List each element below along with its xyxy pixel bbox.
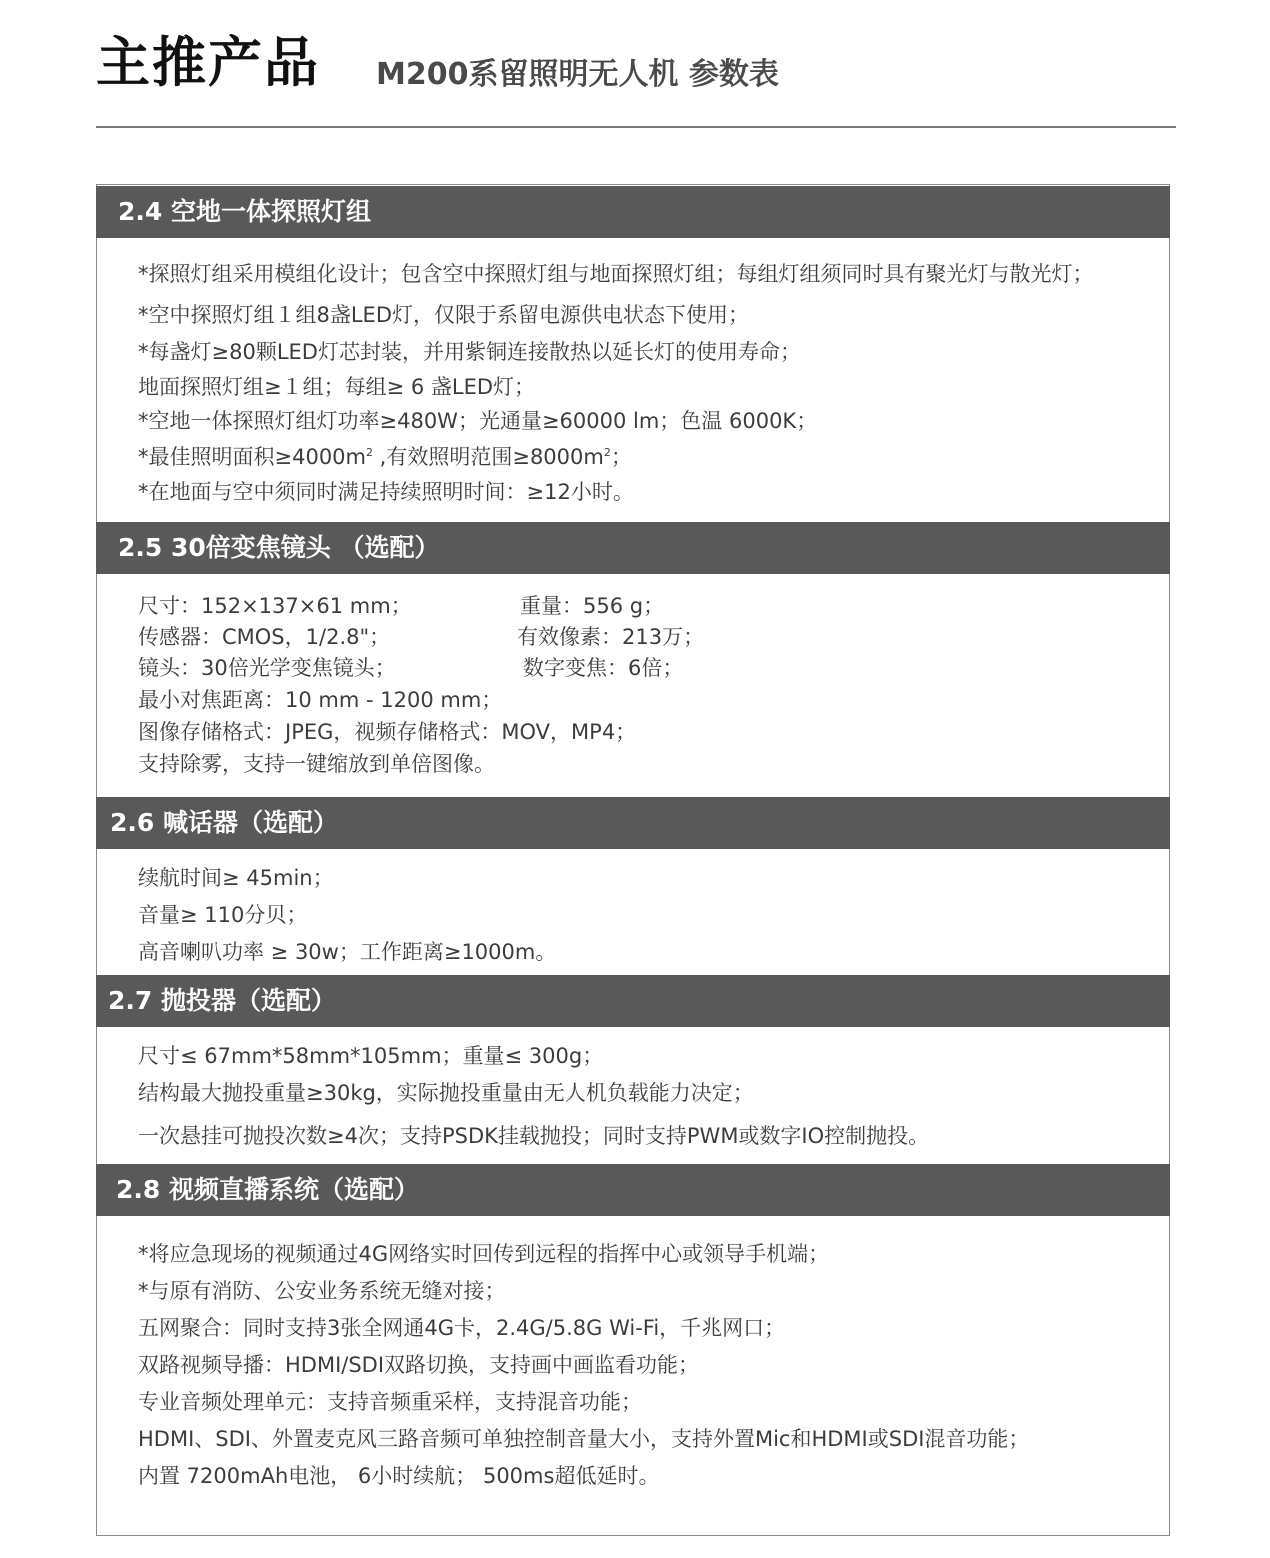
spec-line: 五网聚合：同时支持3张全网通4G卡，2.4G/5.8G Wi-Fi，千兆网口；: [138, 1316, 786, 1340]
page-subtitle: M200系留照明无人机 参数表: [376, 57, 779, 92]
spec-line: 内置 7200mAh电池， 6小时续航； 500ms超低延时。: [138, 1464, 660, 1488]
section-heading-2-4: 2.4 空地一体探照灯组: [96, 186, 1170, 238]
section-heading-2-5: 2.5 30倍变焦镜头 （选配）: [96, 522, 1170, 574]
spec-line: 传感器：CMOS，1/2.8"；: [138, 625, 391, 649]
spec-line: *与原有消防、公安业务系统无缝对接；: [138, 1279, 506, 1303]
spec-line: *探照灯组采用模组化设计；包含空中探照灯组与地面探照灯组；每组灯组须同时具有聚光灯与散光灯；: [138, 262, 1094, 286]
spec-line: 结构最大抛投重量≥30kg，实际抛投重量由无人机负载能力决定；: [138, 1081, 754, 1105]
header-divider: [96, 126, 1176, 128]
spec-line: 续航时间≥ 45min；: [138, 866, 334, 890]
spec-line: 尺寸≤ 67mm*58mm*105mm；重量≤ 300g；: [138, 1044, 604, 1068]
section-heading-2-7: 2.7 抛投器（选配）: [96, 975, 1170, 1027]
spec-line: 专业音频处理单元：支持音频重采样，支持混音功能；: [138, 1390, 642, 1414]
area-text-suffix: ；: [610, 445, 632, 469]
section-heading-2-8: 2.8 视频直播系统（选配）: [96, 1164, 1170, 1216]
page-title: 主推产品: [96, 31, 320, 94]
spec-line: 一次悬挂可抛投次数≥4次；支持PSDK挂载抛投；同时支持PWM或数字IO控制抛投。: [138, 1124, 930, 1148]
spec-line: *空中探照灯组１组8盏LED灯，仅限于系留电源供电状态下使用；: [138, 303, 749, 327]
spec-line: 地面探照灯组≥１组；每组≥ 6 盏LED灯；: [138, 375, 536, 399]
spec-line: *将应急现场的视频通过4G网络实时回传到远程的指挥中心或领导手机端；: [138, 1242, 830, 1266]
spec-line-illumination-area: [138, 442, 632, 472]
section-heading-2-6: 2.6 喊话器（选配）: [96, 797, 1170, 849]
spec-line: HDMI、SDI、外置麦克风三路音频可单独控制音量大小，支持外置Mic和HDMI或SDI混音功能；: [138, 1427, 1030, 1451]
area-superscript: 2: [603, 446, 611, 459]
area-superscript: 2: [366, 446, 373, 459]
spec-line: 有效像素：213万；: [517, 625, 705, 649]
spec-line: 高音喇叭功率 ≥ 30w；工作距离≥1000m。: [138, 940, 557, 964]
spec-line: 双路视频导播：HDMI/SDI双路切换，支持画中画监看功能；: [138, 1353, 700, 1377]
spec-line: 支持除雾，支持一键缩放到单倍图像。: [138, 752, 495, 776]
spec-line: 数字变焦：6倍；: [523, 656, 684, 680]
spec-line: 尺寸：152×137×61 mm；: [138, 594, 412, 618]
spec-line: 重量：556 g；: [520, 594, 665, 618]
spec-line: 最小对焦距离：10 mm - 1200 mm；: [138, 688, 503, 712]
page-header: [96, 28, 1176, 126]
spec-line: 图像存储格式：JPEG，视频存储格式：MOV，MP4；: [138, 720, 637, 744]
spec-line: 镜头：30倍光学变焦镜头；: [138, 656, 396, 680]
area-text-middle: ,有效照明范围≥8000m: [373, 445, 604, 469]
spec-line: *在地面与空中须同时满足持续照明时间：≥12小时。: [138, 480, 634, 504]
area-text-prefix: *最佳照明面积≥4000m: [138, 445, 366, 469]
spec-line: *每盏灯≥80颗LED灯芯封装，并用紫铜连接散热以延长灯的使用寿命；: [138, 340, 801, 364]
spec-line: *空地一体探照灯组灯功率≥480W；光通量≥60000 lm；色温 6000K；: [138, 409, 818, 433]
spec-line: 音量≥ 110分贝；: [138, 903, 308, 927]
